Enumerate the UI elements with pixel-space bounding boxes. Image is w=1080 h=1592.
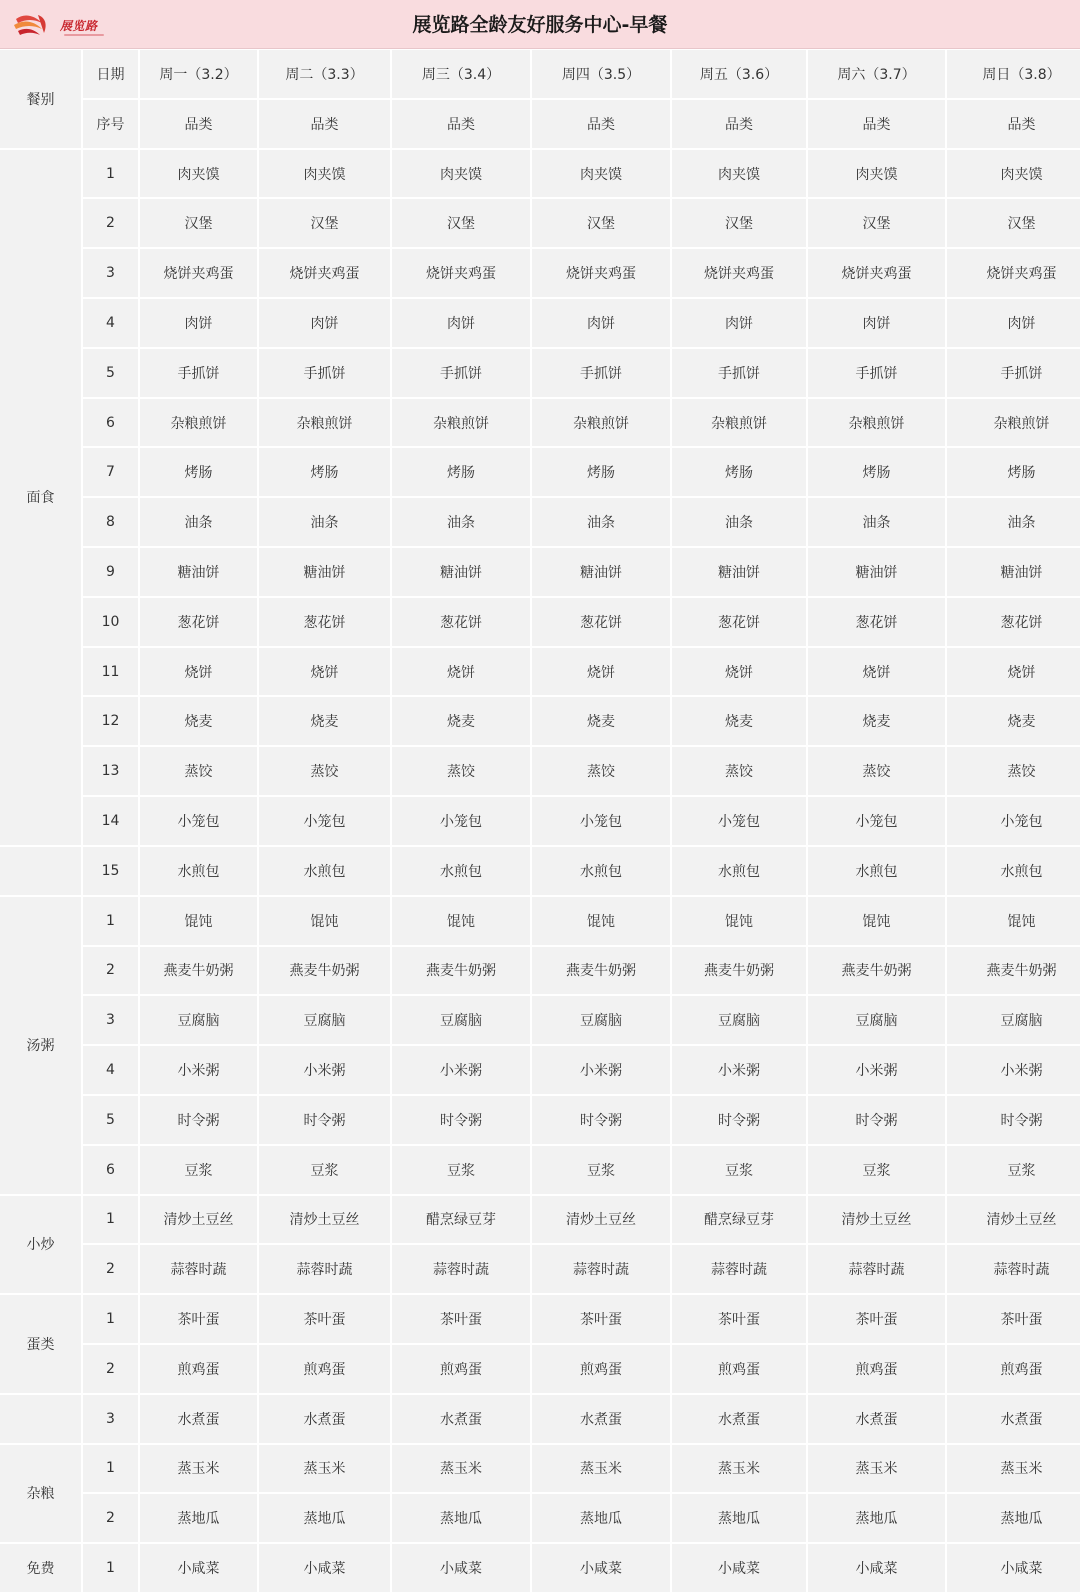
menu-item-cell: 烧饼夹鸡蛋 — [947, 249, 1080, 297]
menu-item-cell: 蒸饺 — [259, 747, 390, 795]
menu-item-cell: 蒜蓉时蔬 — [259, 1245, 390, 1293]
day-header: 周三（3.4） — [392, 50, 530, 98]
menu-item-cell: 葱花饼 — [672, 598, 806, 646]
menu-item-cell: 豆腐脑 — [672, 996, 806, 1044]
menu-item-cell: 汉堡 — [532, 199, 670, 247]
date-header: 日期 — [83, 50, 138, 98]
menu-item-cell: 烧饼 — [392, 648, 530, 696]
menu-item-cell: 豆浆 — [259, 1146, 390, 1194]
seq-cell: 1 — [83, 1445, 138, 1493]
seq-cell: 15 — [83, 847, 138, 895]
menu-item-cell: 油条 — [947, 498, 1080, 546]
menu-item-cell: 时令粥 — [392, 1096, 530, 1144]
menu-item-cell: 蒜蓉时蔬 — [947, 1245, 1080, 1293]
menu-item-cell: 杂粮煎饼 — [140, 399, 257, 447]
menu-item-cell: 豆腐脑 — [392, 996, 530, 1044]
menu-item-cell: 葱花饼 — [532, 598, 670, 646]
menu-item-cell: 茶叶蛋 — [808, 1295, 945, 1343]
menu-item-cell: 烧饼 — [808, 648, 945, 696]
menu-item-cell: 烧麦 — [672, 697, 806, 745]
seq-cell: 12 — [83, 697, 138, 745]
day-header: 周日（3.8） — [947, 50, 1080, 98]
menu-item-cell: 水煎包 — [947, 847, 1080, 895]
seq-cell: 2 — [83, 1494, 138, 1542]
menu-item-cell: 馄饨 — [672, 897, 806, 945]
menu-item-cell: 蒸玉米 — [392, 1445, 530, 1493]
menu-item-cell: 馄饨 — [259, 897, 390, 945]
menu-item-cell: 时令粥 — [532, 1096, 670, 1144]
menu-item-cell: 肉夹馍 — [947, 150, 1080, 198]
menu-item-cell: 小咸菜 — [808, 1544, 945, 1592]
menu-item-cell: 葱花饼 — [947, 598, 1080, 646]
menu-item-cell: 蒜蓉时蔬 — [808, 1245, 945, 1293]
menu-item-cell: 燕麦牛奶粥 — [140, 947, 257, 995]
menu-item-cell: 豆腐脑 — [140, 996, 257, 1044]
day-header: 周一（3.2） — [140, 50, 257, 98]
menu-item-cell: 水煎包 — [532, 847, 670, 895]
menu-item-cell: 小咸菜 — [140, 1544, 257, 1592]
seq-header: 序号 — [83, 100, 138, 148]
menu-item-cell: 蒸玉米 — [672, 1445, 806, 1493]
menu-item-cell: 煎鸡蛋 — [392, 1345, 530, 1393]
menu-item-cell: 豆腐脑 — [259, 996, 390, 1044]
menu-item-cell: 糖油饼 — [392, 548, 530, 596]
menu-item-cell: 蒸玉米 — [259, 1445, 390, 1493]
menu-item-cell: 糖油饼 — [947, 548, 1080, 596]
menu-item-cell: 烤肠 — [532, 448, 670, 496]
menu-item-cell: 葱花饼 — [140, 598, 257, 646]
menu-item-cell: 茶叶蛋 — [259, 1295, 390, 1343]
seq-cell: 14 — [83, 797, 138, 845]
menu-item-cell: 肉夹馍 — [672, 150, 806, 198]
menu-item-cell: 手抓饼 — [392, 349, 530, 397]
menu-item-cell: 水煮蛋 — [532, 1395, 670, 1443]
page-title: 展览路全龄友好服务中心-早餐 — [412, 14, 668, 36]
menu-item-cell: 汉堡 — [140, 199, 257, 247]
seq-cell: 4 — [83, 299, 138, 347]
category-cell: 小炒 — [0, 1196, 81, 1294]
menu-item-cell: 蒜蓉时蔬 — [140, 1245, 257, 1293]
day-header: 周二（3.3） — [259, 50, 390, 98]
menu-item-cell: 烧麦 — [392, 697, 530, 745]
menu-item-cell: 茶叶蛋 — [672, 1295, 806, 1343]
menu-item-cell: 肉饼 — [259, 299, 390, 347]
menu-item-cell: 水煮蛋 — [947, 1395, 1080, 1443]
menu-item-cell: 蒸地瓜 — [532, 1494, 670, 1542]
menu-item-cell: 馄饨 — [140, 897, 257, 945]
seq-cell: 6 — [83, 399, 138, 447]
seq-cell: 3 — [83, 249, 138, 297]
menu-item-cell: 蒸饺 — [672, 747, 806, 795]
menu-item-cell: 豆腐脑 — [532, 996, 670, 1044]
menu-item-cell: 时令粥 — [808, 1096, 945, 1144]
menu-item-cell: 油条 — [392, 498, 530, 546]
menu-item-cell: 肉饼 — [672, 299, 806, 347]
menu-item-cell: 杂粮煎饼 — [392, 399, 530, 447]
meal-category-header: 餐别 — [0, 50, 81, 148]
seq-cell: 7 — [83, 448, 138, 496]
menu-item-cell: 糖油饼 — [808, 548, 945, 596]
menu-item-cell: 馄饨 — [392, 897, 530, 945]
menu-item-cell: 肉饼 — [532, 299, 670, 347]
menu-item-cell: 葱花饼 — [392, 598, 530, 646]
category-cell: 免费 — [0, 1544, 81, 1592]
menu-item-cell: 汉堡 — [392, 199, 530, 247]
menu-item-cell: 烧饼夹鸡蛋 — [672, 249, 806, 297]
menu-item-cell: 时令粥 — [672, 1096, 806, 1144]
menu-item-cell: 茶叶蛋 — [140, 1295, 257, 1343]
menu-item-cell: 小米粥 — [140, 1046, 257, 1094]
menu-item-cell: 烤肠 — [140, 448, 257, 496]
menu-item-cell: 茶叶蛋 — [532, 1295, 670, 1343]
seq-cell: 2 — [83, 1345, 138, 1393]
item-header: 品类 — [140, 100, 257, 148]
menu-item-cell: 小咸菜 — [392, 1544, 530, 1592]
menu-item-cell: 手抓饼 — [672, 349, 806, 397]
menu-item-cell: 烤肠 — [259, 448, 390, 496]
menu-item-cell: 烧饼 — [259, 648, 390, 696]
menu-item-cell: 蒸地瓜 — [808, 1494, 945, 1542]
seq-cell: 1 — [83, 1295, 138, 1343]
menu-item-cell: 燕麦牛奶粥 — [808, 947, 945, 995]
menu-item-cell: 煎鸡蛋 — [259, 1345, 390, 1393]
seq-cell: 1 — [83, 1544, 138, 1592]
seq-cell: 4 — [83, 1046, 138, 1094]
menu-item-cell: 糖油饼 — [672, 548, 806, 596]
category-cell: 杂粮 — [0, 1445, 81, 1543]
menu-item-cell: 水煮蛋 — [259, 1395, 390, 1443]
menu-item-cell: 馄饨 — [808, 897, 945, 945]
menu-item-cell: 小笼包 — [140, 797, 257, 845]
menu-item-cell: 肉饼 — [947, 299, 1080, 347]
menu-item-cell: 油条 — [672, 498, 806, 546]
menu-item-cell: 豆浆 — [532, 1146, 670, 1194]
menu-item-cell: 烧饼夹鸡蛋 — [392, 249, 530, 297]
menu-item-cell: 煎鸡蛋 — [808, 1345, 945, 1393]
menu-item-cell: 清炒土豆丝 — [808, 1196, 945, 1244]
menu-item-cell: 烤肠 — [808, 448, 945, 496]
seq-cell: 10 — [83, 598, 138, 646]
menu-item-cell: 葱花饼 — [808, 598, 945, 646]
menu-item-cell: 小笼包 — [532, 797, 670, 845]
seq-cell: 5 — [83, 349, 138, 397]
menu-item-cell: 馄饨 — [947, 897, 1080, 945]
seq-cell: 11 — [83, 648, 138, 696]
menu-item-cell: 肉饼 — [140, 299, 257, 347]
seq-cell: 5 — [83, 1096, 138, 1144]
menu-item-cell: 烧饼 — [532, 648, 670, 696]
item-header: 品类 — [808, 100, 945, 148]
item-header: 品类 — [392, 100, 530, 148]
menu-item-cell: 醋烹绿豆芽 — [392, 1196, 530, 1244]
item-header: 品类 — [259, 100, 390, 148]
menu-item-cell: 清炒土豆丝 — [259, 1196, 390, 1244]
menu-item-cell: 汉堡 — [672, 199, 806, 247]
seq-cell: 8 — [83, 498, 138, 546]
menu-item-cell: 糖油饼 — [259, 548, 390, 596]
menu-item-cell: 清炒土豆丝 — [947, 1196, 1080, 1244]
menu-item-cell: 水煎包 — [392, 847, 530, 895]
seq-cell: 1 — [83, 897, 138, 945]
category-cell — [0, 847, 81, 895]
menu-item-cell: 蒜蓉时蔬 — [392, 1245, 530, 1293]
menu-item-cell: 小咸菜 — [532, 1544, 670, 1592]
menu-item-cell: 燕麦牛奶粥 — [392, 947, 530, 995]
menu-item-cell: 蒸地瓜 — [392, 1494, 530, 1542]
menu-item-cell: 糖油饼 — [140, 548, 257, 596]
menu-item-cell: 小米粥 — [532, 1046, 670, 1094]
menu-item-cell: 水煎包 — [808, 847, 945, 895]
menu-item-cell: 油条 — [259, 498, 390, 546]
menu-item-cell: 烤肠 — [672, 448, 806, 496]
menu-item-cell: 燕麦牛奶粥 — [672, 947, 806, 995]
menu-item-cell: 小米粥 — [947, 1046, 1080, 1094]
menu-item-cell: 蒜蓉时蔬 — [672, 1245, 806, 1293]
logo-text: 展览路 — [60, 19, 98, 33]
menu-item-cell: 手抓饼 — [808, 349, 945, 397]
menu-item-cell: 水煎包 — [140, 847, 257, 895]
menu-item-cell: 时令粥 — [947, 1096, 1080, 1144]
menu-item-cell: 水煎包 — [672, 847, 806, 895]
category-cell: 蛋类 — [0, 1295, 81, 1393]
menu-item-cell: 烧麦 — [947, 697, 1080, 745]
menu-item-cell: 手抓饼 — [259, 349, 390, 397]
menu-item-cell: 小咸菜 — [672, 1544, 806, 1592]
menu-item-cell: 手抓饼 — [532, 349, 670, 397]
menu-item-cell: 煎鸡蛋 — [140, 1345, 257, 1393]
menu-item-cell: 蒜蓉时蔬 — [532, 1245, 670, 1293]
menu-item-cell: 杂粮煎饼 — [259, 399, 390, 447]
menu-item-cell: 油条 — [140, 498, 257, 546]
menu-item-cell: 蒸饺 — [947, 747, 1080, 795]
day-header: 周五（3.6） — [672, 50, 806, 98]
menu-item-cell: 豆浆 — [140, 1146, 257, 1194]
day-header: 周六（3.7） — [808, 50, 945, 98]
menu-item-cell: 油条 — [532, 498, 670, 546]
menu-item-cell: 水煮蛋 — [392, 1395, 530, 1443]
menu-item-cell: 豆浆 — [672, 1146, 806, 1194]
item-header: 品类 — [947, 100, 1080, 148]
seq-cell: 6 — [83, 1146, 138, 1194]
menu-item-cell: 煎鸡蛋 — [532, 1345, 670, 1393]
menu-item-cell: 肉夹馍 — [392, 150, 530, 198]
category-cell: 面食 — [0, 150, 81, 845]
menu-item-cell: 蒸玉米 — [532, 1445, 670, 1493]
menu-item-cell: 水煮蛋 — [672, 1395, 806, 1443]
menu-item-cell: 烤肠 — [392, 448, 530, 496]
menu-item-cell: 茶叶蛋 — [392, 1295, 530, 1343]
menu-item-cell: 糖油饼 — [532, 548, 670, 596]
menu-item-cell: 肉夹馍 — [808, 150, 945, 198]
menu-item-cell: 汉堡 — [947, 199, 1080, 247]
seq-cell: 3 — [83, 1395, 138, 1443]
seq-cell: 3 — [83, 996, 138, 1044]
menu-item-cell: 小米粥 — [259, 1046, 390, 1094]
menu-item-cell: 小咸菜 — [947, 1544, 1080, 1592]
breakfast-menu-table — [0, 50, 1080, 1592]
menu-item-cell: 清炒土豆丝 — [532, 1196, 670, 1244]
menu-item-cell: 豆浆 — [947, 1146, 1080, 1194]
menu-item-cell: 蒸地瓜 — [259, 1494, 390, 1542]
menu-item-cell: 豆腐脑 — [808, 996, 945, 1044]
menu-item-cell: 蒸饺 — [140, 747, 257, 795]
menu-item-cell: 时令粥 — [259, 1096, 390, 1144]
menu-item-cell: 烧饼夹鸡蛋 — [259, 249, 390, 297]
menu-item-cell: 煎鸡蛋 — [947, 1345, 1080, 1393]
seq-cell: 9 — [83, 548, 138, 596]
menu-item-cell: 烧麦 — [808, 697, 945, 745]
menu-item-cell: 蒸玉米 — [947, 1445, 1080, 1493]
menu-item-cell: 烧饼夹鸡蛋 — [808, 249, 945, 297]
item-header: 品类 — [672, 100, 806, 148]
seq-cell: 2 — [83, 199, 138, 247]
menu-item-cell: 小笼包 — [392, 797, 530, 845]
menu-item-cell: 汉堡 — [259, 199, 390, 247]
menu-item-cell: 豆腐脑 — [947, 996, 1080, 1044]
menu-item-cell: 馄饨 — [532, 897, 670, 945]
category-cell: 汤粥 — [0, 897, 81, 1194]
menu-item-cell: 葱花饼 — [259, 598, 390, 646]
menu-item-cell: 烧麦 — [532, 697, 670, 745]
menu-item-cell: 烧饼 — [140, 648, 257, 696]
menu-item-cell: 燕麦牛奶粥 — [259, 947, 390, 995]
menu-item-cell: 水煎包 — [259, 847, 390, 895]
seq-cell: 2 — [83, 1245, 138, 1293]
menu-item-cell: 小笼包 — [947, 797, 1080, 845]
menu-item-cell: 茶叶蛋 — [947, 1295, 1080, 1343]
menu-item-cell: 小米粥 — [672, 1046, 806, 1094]
menu-item-cell: 肉夹馍 — [532, 150, 670, 198]
menu-item-cell: 小笼包 — [259, 797, 390, 845]
menu-item-cell: 杂粮煎饼 — [947, 399, 1080, 447]
menu-item-cell: 肉夹馍 — [140, 150, 257, 198]
page-header — [0, 0, 1080, 49]
menu-item-cell: 煎鸡蛋 — [672, 1345, 806, 1393]
menu-item-cell: 小米粥 — [808, 1046, 945, 1094]
menu-item-cell: 清炒土豆丝 — [140, 1196, 257, 1244]
menu-item-cell: 烧饼 — [672, 648, 806, 696]
item-header: 品类 — [532, 100, 670, 148]
menu-item-cell: 小米粥 — [392, 1046, 530, 1094]
menu-item-cell: 手抓饼 — [140, 349, 257, 397]
day-header: 周四（3.5） — [532, 50, 670, 98]
menu-item-cell: 蒸饺 — [392, 747, 530, 795]
menu-item-cell: 杂粮煎饼 — [808, 399, 945, 447]
menu-item-cell: 水煮蛋 — [140, 1395, 257, 1443]
menu-item-cell: 豆浆 — [392, 1146, 530, 1194]
seq-cell: 13 — [83, 747, 138, 795]
menu-item-cell: 小笼包 — [808, 797, 945, 845]
menu-item-cell: 蒸饺 — [808, 747, 945, 795]
menu-item-cell: 小笼包 — [672, 797, 806, 845]
menu-item-cell: 豆浆 — [808, 1146, 945, 1194]
menu-item-cell: 水煮蛋 — [808, 1395, 945, 1443]
menu-item-cell: 烧麦 — [259, 697, 390, 745]
menu-item-cell: 蒸玉米 — [808, 1445, 945, 1493]
menu-item-cell: 醋烹绿豆芽 — [672, 1196, 806, 1244]
menu-item-cell: 燕麦牛奶粥 — [947, 947, 1080, 995]
seq-cell: 1 — [83, 150, 138, 198]
menu-item-cell: 手抓饼 — [947, 349, 1080, 397]
menu-item-cell: 蒸地瓜 — [947, 1494, 1080, 1542]
menu-item-cell: 燕麦牛奶粥 — [532, 947, 670, 995]
menu-item-cell: 小咸菜 — [259, 1544, 390, 1592]
menu-item-cell: 烤肠 — [947, 448, 1080, 496]
menu-item-cell: 油条 — [808, 498, 945, 546]
menu-item-cell: 烧饼 — [947, 648, 1080, 696]
seq-cell: 2 — [83, 947, 138, 995]
category-cell — [0, 1395, 81, 1443]
menu-item-cell: 杂粮煎饼 — [532, 399, 670, 447]
menu-item-cell: 蒸地瓜 — [672, 1494, 806, 1542]
menu-item-cell: 肉饼 — [808, 299, 945, 347]
menu-item-cell: 汉堡 — [808, 199, 945, 247]
menu-item-cell: 杂粮煎饼 — [672, 399, 806, 447]
menu-item-cell: 肉夹馍 — [259, 150, 390, 198]
menu-item-cell: 烧饼夹鸡蛋 — [140, 249, 257, 297]
menu-item-cell: 肉饼 — [392, 299, 530, 347]
menu-item-cell: 蒸饺 — [532, 747, 670, 795]
menu-item-cell: 烧饼夹鸡蛋 — [532, 249, 670, 297]
menu-item-cell: 蒸地瓜 — [140, 1494, 257, 1542]
menu-item-cell: 烧麦 — [140, 697, 257, 745]
seq-cell: 1 — [83, 1196, 138, 1244]
menu-item-cell: 蒸玉米 — [140, 1445, 257, 1493]
menu-item-cell: 时令粥 — [140, 1096, 257, 1144]
